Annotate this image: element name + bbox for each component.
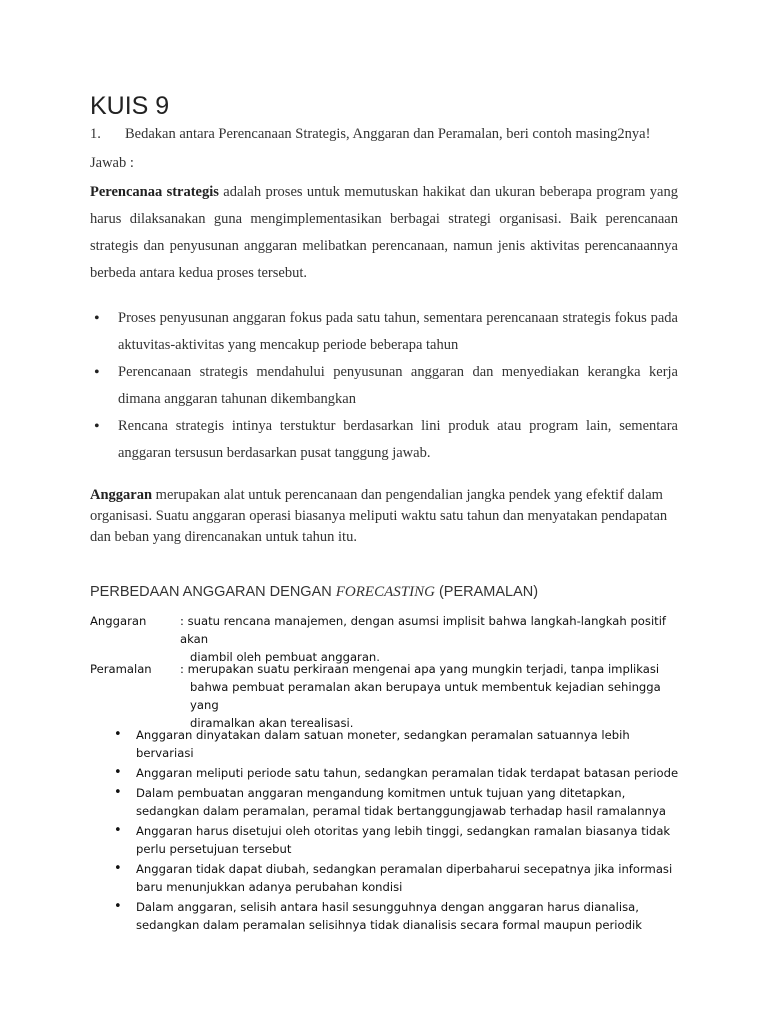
paragraph-strategic-planning xyxy=(90,179,678,287)
section-heading xyxy=(90,582,538,602)
section-heading-prefix: PERBEDAAN ANGGARAN DENGAN xyxy=(90,584,336,600)
definition-description xyxy=(180,660,685,732)
section-heading-suffix: (PERAMALAN) xyxy=(434,584,539,600)
section-heading-italic: FORECASTING xyxy=(335,584,435,600)
definition-term: Anggaran xyxy=(90,614,147,628)
list-item: • Anggaran dinyatakan dalam satuan moneter, sedangkan peramalan satuannya lebih bervariasi xyxy=(110,726,685,762)
definition-line: : suatu rencana manajemen, dengan asumsi implisit bahwa langkah-langkah positif akan xyxy=(180,614,667,646)
bullet-list-planning xyxy=(90,305,678,467)
question xyxy=(90,125,680,143)
question-number: 1. xyxy=(90,126,101,142)
definition-line: : merupakan suatu perkiraan mengenai apa yang mungkin terjadi, tanpa implikasi xyxy=(180,662,660,676)
definition-line: diambil oleh pembuat anggaran. xyxy=(190,650,380,664)
paragraph-budget-text: merupakan alat untuk perencanaan dan pengendalian jangka pendek yang efektif dalam organisasi. Suatu anggaran operasi biasanya meliputi waktu satu tahun dan menyatakan pendapatan dan beban yang direncanakan untuk tahun itu. xyxy=(90,487,668,545)
list-item: • Dalam pembuatan anggaran mengandung komitmen untuk tujuan yang ditetapkan, sedangkan dalam peramalan, peramal tidak bertanggungjawab terhadap hasil ramalannya xyxy=(110,784,685,820)
page-title: KUIS 9 xyxy=(90,92,170,120)
paragraph-budget xyxy=(90,485,678,548)
definition-line: diramalkan akan terealisasi. xyxy=(190,716,354,730)
definition-term: Peramalan xyxy=(90,662,152,676)
paragraph-budget-term: Anggaran xyxy=(90,487,153,503)
list-item: • Proses penyusunan anggaran fokus pada satu tahun, sementara perencanaan strategis fokus pada aktuvitas-aktivitas yang mencakup periode beberapa tahun xyxy=(90,305,678,359)
list-item: • Rencana strategis intinya terstuktur berdasarkan lini produk atau program lain, sementara anggaran tersusun berdasarkan pusat tanggung jawab. xyxy=(90,413,678,467)
list-item: • Anggaran harus disetujui oleh otoritas yang lebih tinggi, sedangkan ramalan biasanya tidak perlu persetujuan tersebut xyxy=(110,822,685,858)
paragraph-strategic-planning-term: Perencanaa strategis xyxy=(90,184,219,200)
paragraph-strategic-planning-text: adalah proses untuk memutuskan hakikat dan ukuran beberapa program yang harus dilaksanakan guna mengimplementasikan berbagai strategi organisasi. Baik perencanaan strategis dan penyusunan anggaran melibatkan perencanaan, namun jenis aktivitas perencanaannya berbeda antara kedua proses tersebut. xyxy=(90,184,678,281)
bullet-list-differences xyxy=(110,726,685,936)
question-text: Bedakan antara Perencanaan Strategis, Anggaran dan Peramalan, beri contoh masing2nya! xyxy=(125,126,651,142)
list-item: • Perencanaan strategis mendahului penyusunan anggaran dan menyediakan kerangka kerja dimana anggaran tahunan dikembangkan xyxy=(90,359,678,413)
definition-description xyxy=(180,612,685,666)
list-item: • Dalam anggaran, selisih antara hasil sesungguhnya dengan anggaran harus dianalisa, sedangkan dalam peramalan selisihnya tidak dianalisis secara formal maupun periodik xyxy=(110,898,685,934)
answer-label: Jawab : xyxy=(90,155,134,171)
definition-line: bahwa pembuat peramalan akan berupaya untuk membentuk kejadian sehingga yang xyxy=(190,680,661,712)
list-item: • Anggaran tidak dapat diubah, sedangkan peramalan diperbaharui secepatnya jika informasi baru menunjukkan adanya perubahan kondisi xyxy=(110,860,685,896)
list-item: • Anggaran meliputi periode satu tahun, sedangkan peramalan tidak terdapat batasan periode xyxy=(110,764,685,782)
